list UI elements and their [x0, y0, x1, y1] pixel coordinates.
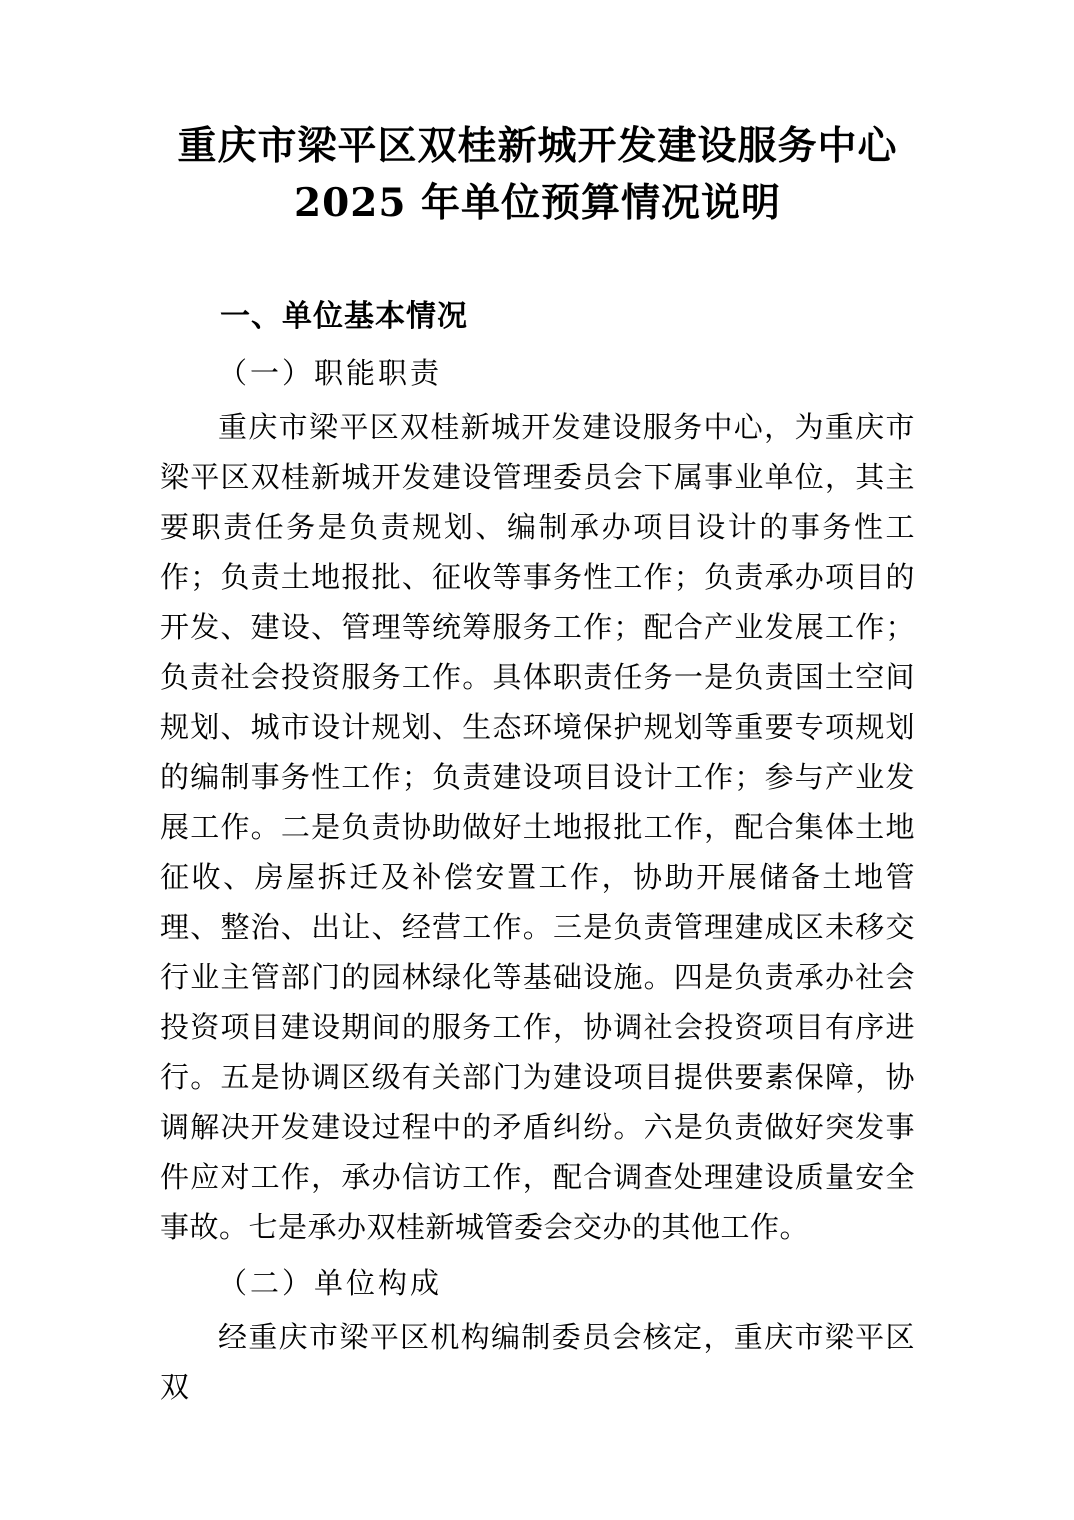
document-title-line-2: 2025 年单位预算情况说明 [293, 180, 782, 226]
section-heading-basic-info: 一、单位基本情况 [220, 299, 468, 334]
document-title-line-1: 重庆市梁平区双桂新城开发建设服务中心 [177, 123, 898, 169]
subsection-heading-unit-composition: （二）单位构成 [218, 1266, 443, 1300]
paragraph-functions-duties: 重庆市梁平区双桂新城开发建设服务中心，为重庆市梁平区双桂新城开发建设管理委员会下属事业单位，其主要职责任务是负责规划、编制承办项目设计的事务性工作；负责土地报批、征收等事务性工作；负责承办项目的开发、建设、管理等统筹服务工作；配合产业发展工作；负责社会投资服务工作。具体职责任务一是负责国土空间规划、城市设计规划、生态环境保护规划等重要专项规划的编制事务性工作；负责建设项目设计工作；参与产业发展工作。二是负责协助做好土地报批工作，配合集体土地征收、房屋拆迁及补偿安置工作，协助开展储备土地管理、整治、出让、经营工作。三是负责管理建成区未移交行业主管部门的园林绿化等基础设施。四是负责承办社会投资项目建设期间的服务工作，协调社会投资项目有序进行。五是协调区级有关部门为建设项目提供要素保障，协调解决开发建设过程中的矛盾纠纷。六是负责做好突发事件应对工作，承办信访工作，配合调查处理建设质量安全事故。七是承办双桂新城管委会交办的其他工作。 [160, 410, 915, 1244]
document-title [160, 118, 915, 232]
subsection-heading-functions: （一）职能职责 [218, 356, 443, 390]
paragraph-unit-composition: 经重庆市梁平区机构编制委员会核定，重庆市梁平区双 [160, 1320, 915, 1404]
